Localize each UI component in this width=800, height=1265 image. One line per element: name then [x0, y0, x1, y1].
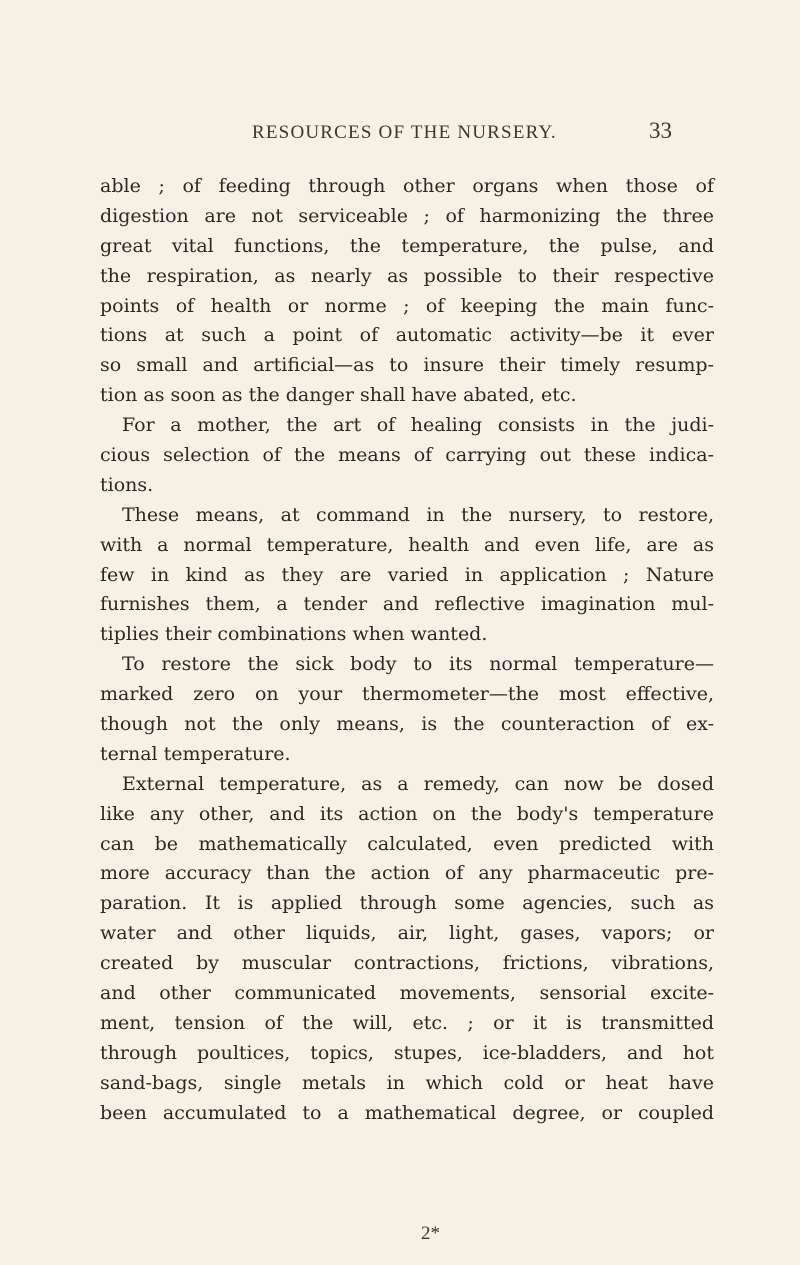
text-line: points of health or norme ; of keeping the main func- — [100, 294, 714, 317]
text-line: cious selection of the means of carrying out these indica- — [100, 444, 714, 467]
text-line: great vital functions, the temperature, the pulse, and — [100, 234, 714, 257]
paragraph-start: For a mother, the art of healing consists in the judi- — [122, 414, 714, 437]
text-line: through poultices, topics, stupes, ice-bladders, and hot — [100, 1041, 714, 1064]
text-line: more accuracy than the action of any pharmaceutic pre- — [100, 862, 714, 885]
signature-mark: 2* — [421, 1223, 440, 1244]
text-line: like any other, and its action on the body's temperature — [100, 802, 714, 825]
paragraph-start: These means, at command in the nursery, to restore, — [122, 503, 714, 526]
text-line: created by muscular contractions, frictions, vibrations, — [100, 952, 714, 975]
text-line: can be mathematically calculated, even predicted with — [100, 832, 714, 855]
text-line: ternal temperature. — [100, 742, 291, 765]
text-line: paration. It is applied through some agencies, such as — [100, 892, 714, 915]
text-line: marked zero on your thermometer—the most effective, — [100, 683, 714, 706]
text-line: tions at such a point of automatic activity—be it ever — [100, 324, 714, 347]
text-line: sand-bags, single metals in which cold or heat have — [100, 1071, 714, 1094]
text-line: so small and artificial—as to insure their timely resump- — [100, 354, 714, 377]
body-text — [100, 172, 714, 1129]
paragraph-start: External temperature, as a remedy, can now be dosed — [122, 772, 714, 795]
text-line: able ; of feeding through other organs when those of — [100, 175, 714, 197]
text-line: water and other liquids, air, light, gases, vapors; or — [100, 922, 714, 945]
paragraph-start: To restore the sick body to its normal temperature— — [122, 653, 714, 676]
text-line: been accumulated to a mathematical degree, or coupled — [100, 1101, 714, 1124]
text-line: few in kind as they are varied in application ; Nature — [100, 563, 714, 586]
text-line: ment, tension of the will, etc. ; or it is transmitted — [100, 1011, 714, 1034]
text-line: tion as soon as the danger shall have abated, etc. — [100, 384, 577, 407]
running-head: RESOURCES OF THE NURSERY. — [252, 122, 557, 143]
text-line: furnishes them, a tender and reflective imagination mul- — [100, 593, 714, 616]
text-line: digestion are not serviceable ; of harmonizing the three — [100, 204, 714, 227]
text-line: tiplies their combinations when wanted. — [100, 623, 488, 646]
page-number: 33 — [649, 118, 672, 143]
text-line: though not the only means, is the counteraction of ex- — [100, 713, 714, 736]
text-line: tions. — [100, 473, 154, 496]
text-line: and other communicated movements, sensorial excite- — [100, 982, 714, 1005]
text-line: the respiration, as nearly as possible to their respective — [100, 264, 714, 287]
text-line: with a normal temperature, health and even life, are as — [100, 533, 714, 556]
